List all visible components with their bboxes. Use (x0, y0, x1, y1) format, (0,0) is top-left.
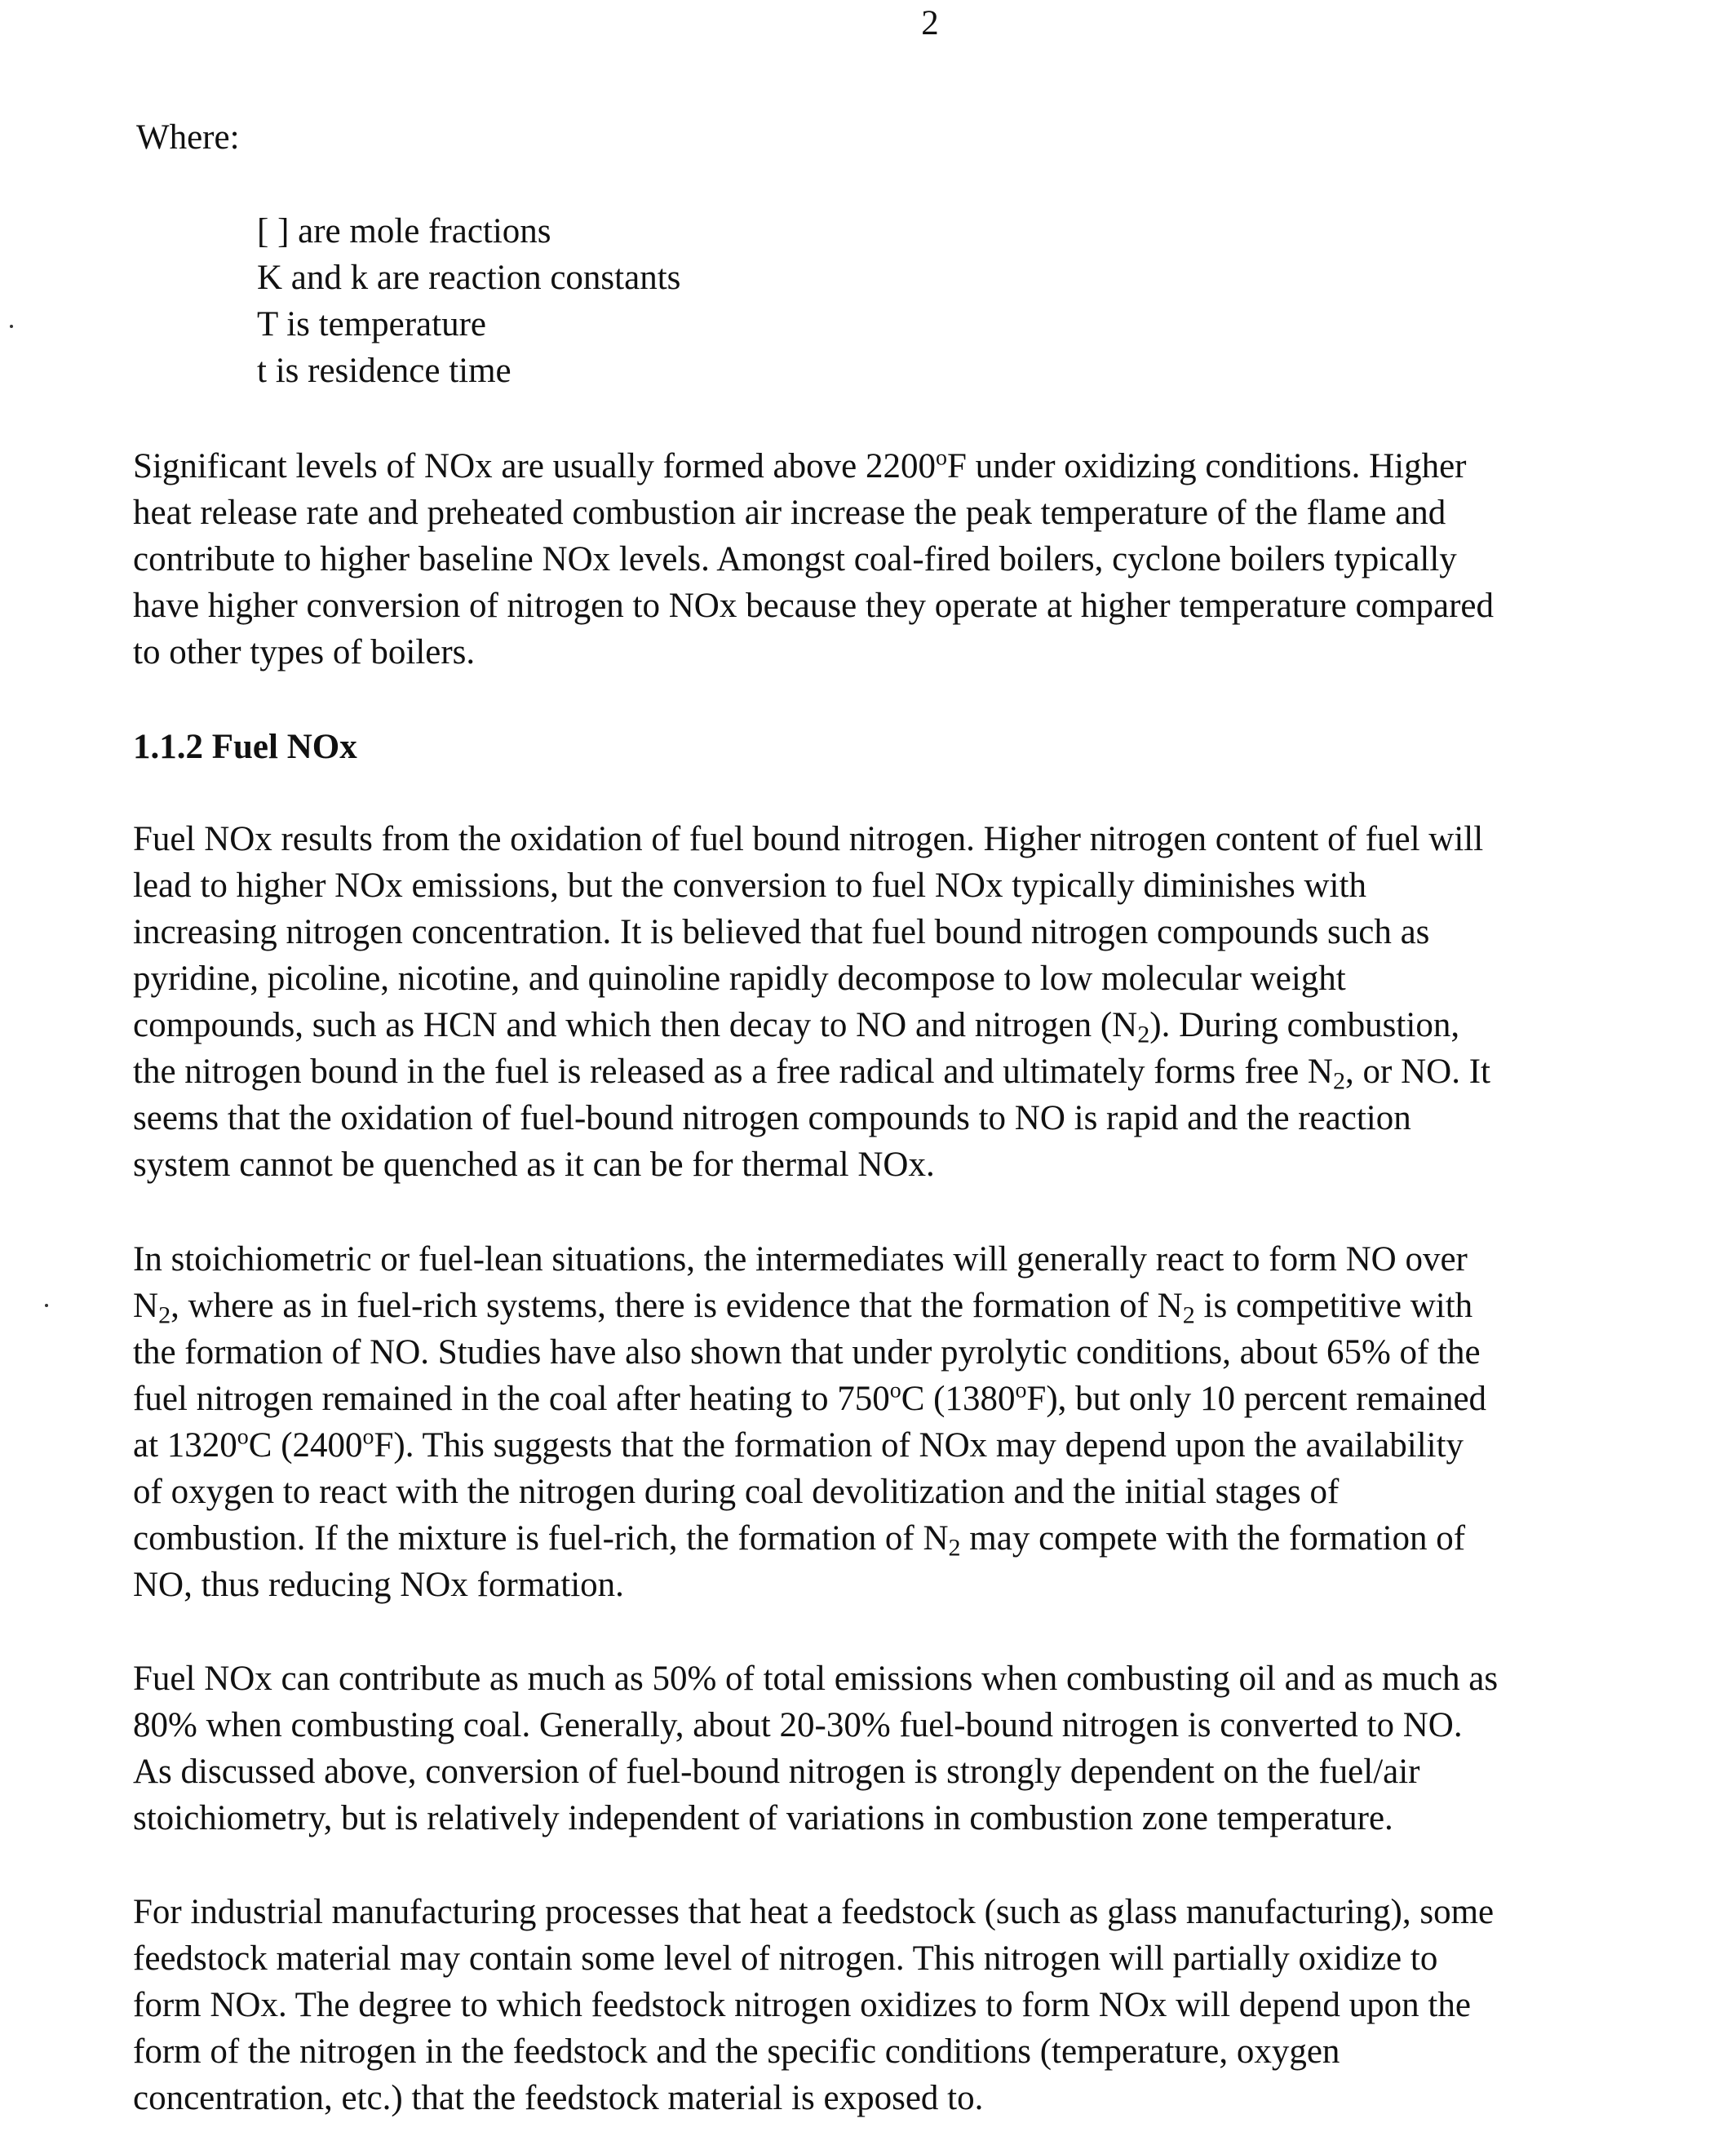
text-line: system cannot be quenched as it can be for thermal NOx. (133, 1146, 935, 1184)
definition-item: [ ] are mole fractions (257, 212, 551, 250)
text-line: Fuel NOx results from the oxidation of fuel bound nitrogen. Higher nitrogen content of fuel will (133, 820, 1484, 858)
text-line: of oxygen to react with the nitrogen during coal devolitization and the initial stages of (133, 1473, 1340, 1511)
scan-speck (10, 325, 13, 328)
text-line: to other types of boilers. (133, 633, 476, 671)
text-line: the nitrogen bound in the fuel is released as a free radical and ultimately forms free $N_2$, or NO. It (133, 1053, 1490, 1095)
page-number: 2 (921, 4, 939, 42)
scan-speck (45, 1304, 48, 1307)
text-line: combustion. If the mixture is fuel-rich, the formation of $N_2$ may compete with the formation of (133, 1519, 1466, 1562)
text-line: For industrial manufacturing processes that heat a feedstock (such as glass manufacturing), some (133, 1893, 1495, 1931)
text-line: As discussed above, conversion of fuel-bound nitrogen is strongly dependent on the fuel/air (133, 1753, 1420, 1791)
paragraph-contribution (133, 1655, 1732, 1842)
text-line: feedstock material may contain some level of nitrogen. This nitrogen will partially oxidize to (133, 1939, 1438, 1978)
where-label: Where: (136, 118, 240, 157)
text-line: concentration, etc.) that the feedstock material is exposed to. (133, 2079, 984, 2117)
paragraph-stoichiometry (133, 1236, 1732, 1608)
text-line: fuel nitrogen remained in the coal after heating to 750$^o$C (1380$^o$F), but only 10 percent remained (133, 1377, 1487, 1418)
text-line: 80% when combusting coal. Generally, about 20-30% fuel-bound nitrogen is converted to NO. (133, 1706, 1463, 1744)
text-line: increasing nitrogen concentration. It is believed that fuel bound nitrogen compounds such as (133, 913, 1430, 951)
text-line: contribute to higher baseline NOx levels. Amongst coal-fired boilers, cyclone boilers typically (133, 540, 1457, 578)
text-line: NO, thus reducing NOx formation. (133, 1566, 624, 1604)
text-line: form NOx. The degree to which feedstock nitrogen oxidizes to form NOx will depend upon the (133, 1986, 1471, 2024)
definition-list (257, 208, 680, 394)
text-line: stoichiometry, but is relatively independent of variations in combustion zone temperature. (133, 1799, 1393, 1837)
paragraph-fuel-nox-intro (133, 816, 1732, 1188)
definition-item: T is temperature (257, 305, 486, 343)
text-line: Fuel NOx can contribute as much as 50% of total emissions when combusting oil and as much as (133, 1660, 1499, 1698)
definition-item: K and k are reaction constants (257, 259, 681, 297)
text-line: In stoichiometric or fuel-lean situations, the intermediates will generally react to form NO over (133, 1240, 1468, 1279)
text-line: $N_2$, where as in fuel-rich systems, there is evidence that the formation of $N_2$ is competitive with (133, 1287, 1473, 1329)
text-line: heat release rate and preheated combustion air increase the peak temperature of the flame and (133, 494, 1446, 532)
text-line: seems that the oxidation of fuel-bound nitrogen compounds to NO is rapid and the reaction (133, 1099, 1411, 1137)
text-line: have higher conversion of nitrogen to NOx because they operate at higher temperature compared (133, 587, 1494, 625)
text-line: Significant levels of NOx are usually formed above 2200$^o$F under oxidizing conditions. Higher (133, 445, 1467, 485)
text-line: the formation of NO. Studies have also shown that under pyrolytic conditions, about 65% of the (133, 1333, 1481, 1372)
text-line: form of the nitrogen in the feedstock and the specific conditions (temperature, oxygen (133, 2032, 1340, 2071)
section-heading: 1.1.2 Fuel NOx (133, 728, 357, 766)
text-line: compounds, such as HCN and which then decay to NO and nitrogen $(N_2)$. During combustion, (133, 1006, 1460, 1048)
paragraph-thermal-nox (133, 443, 1732, 676)
definition-item: t is residence time (257, 352, 512, 390)
text-line: at 1320$^o$C (2400$^o$F). This suggests that the formation of NOx may depend upon the availability (133, 1424, 1464, 1465)
paragraph-feedstock (133, 1889, 1732, 2121)
text-line: pyridine, picoline, nicotine, and quinoline rapidly decompose to low molecular weight (133, 960, 1346, 998)
text-line: lead to higher NOx emissions, but the conversion to fuel NOx typically diminishes with (133, 866, 1366, 905)
